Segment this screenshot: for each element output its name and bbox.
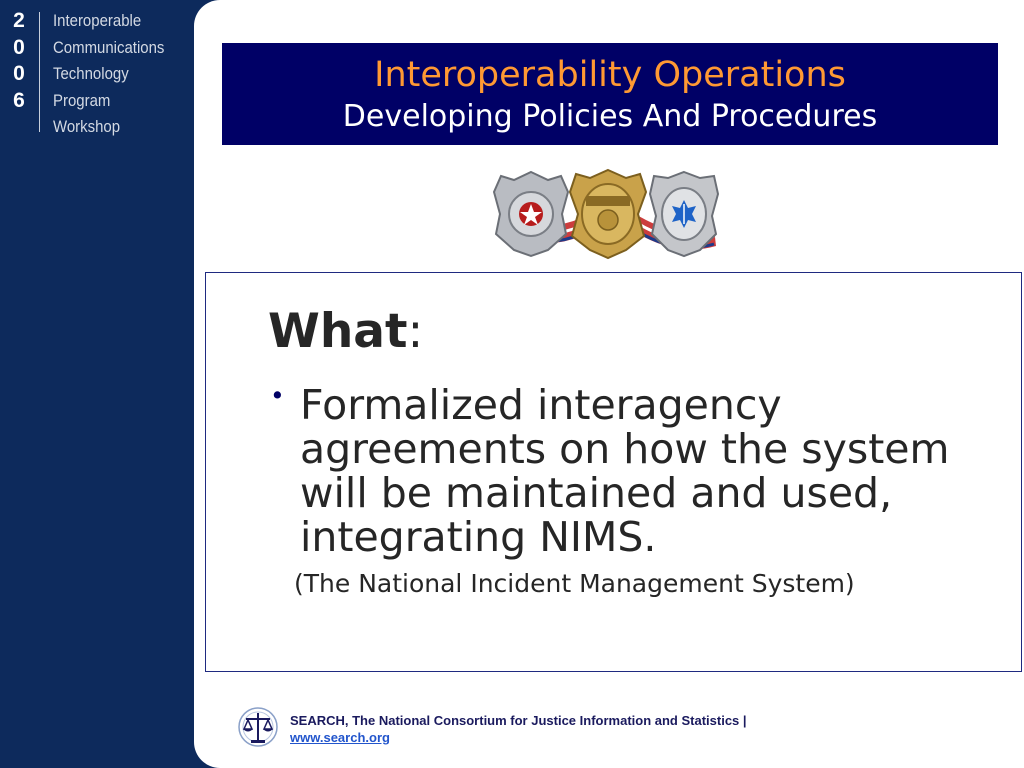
year-digit: 0 (13, 35, 25, 59)
program-name (53, 8, 164, 141)
content-heading (268, 305, 423, 359)
content-panel (205, 272, 1022, 672)
fire-badge-icon (494, 172, 568, 256)
footer-org: SEARCH, The National Consortium for Justice Information and Statistics | (290, 713, 747, 728)
program-line: Interoperable (53, 11, 142, 30)
year-label (8, 8, 30, 114)
note-text: (The National Incident Management System) (294, 569, 855, 598)
year-digit: 6 (13, 88, 25, 112)
footer (290, 712, 747, 746)
bullet-text: Formalized interagency agreements on how the system will be maintained and used, integrating NIMS. (300, 381, 950, 561)
slide-title: Interoperability Operations (374, 55, 846, 95)
heading-suffix: : (407, 304, 424, 359)
footer-link[interactable]: www.search.org (290, 730, 390, 745)
badges-image (486, 162, 726, 262)
year-digit: 0 (13, 62, 25, 85)
year-digit: 2 (13, 9, 25, 32)
slide-subtitle: Developing Policies And Procedures (342, 99, 878, 134)
title-bar (222, 43, 998, 145)
scales-of-justice-icon (238, 705, 278, 749)
badges-graphic (486, 162, 726, 262)
sidebar (0, 0, 200, 768)
sidebar-divider (39, 12, 40, 132)
slide-canvas (194, 0, 1024, 768)
bullet-icon: • (270, 381, 285, 410)
heading-keyword: What (268, 304, 408, 359)
program-line: Communications (53, 37, 165, 57)
program-line: Workshop (53, 117, 121, 136)
program-line: Technology (53, 64, 129, 83)
paramedic-badge-icon (650, 172, 718, 256)
program-line: Program (53, 90, 111, 110)
